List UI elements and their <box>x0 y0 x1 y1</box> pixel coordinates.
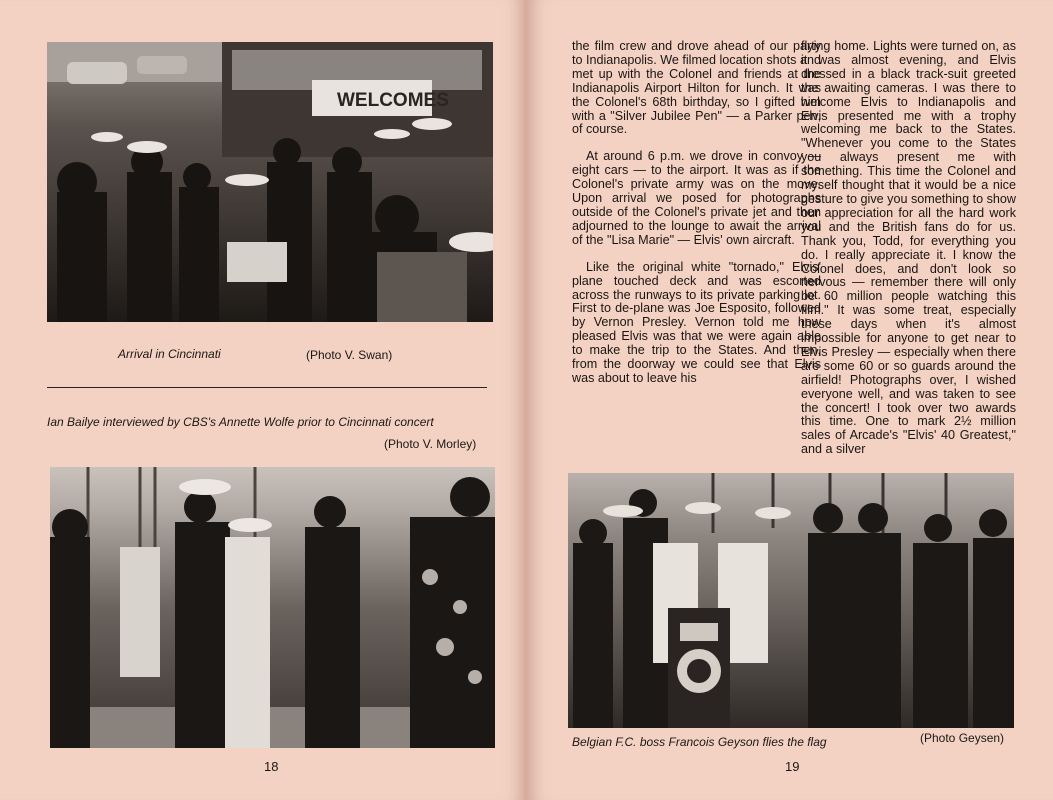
article-paragraph: the film crew and drove ahead of our party to Indianapolis. We filmed location shots and met up with the Colonel and friends at the Indianapolis Airport Hilton for lunch. It was the Colonel's 68th birthday, so I gifted him with a "Silver Jubilee Pen" — a Parker pen, of course. <box>572 39 821 137</box>
arrival-photo <box>47 42 493 322</box>
article-paragraph: Like the original white "tornado," Elvis' plane touched deck and was escorted across the runways to its private parking lot. First to de-plane was Joe Esposito, followed by Vernon Presley. Vernon told me how pleased Elvis was that we were again able to make the trip to the States. And then, from the doorway we could see that Elvis was about to leave his <box>572 259 821 385</box>
group-credit: (Photo Geysen) <box>920 731 1005 745</box>
article-paragraph: At around 6 p.m. we drove in convoy — eight cars — to the airport. It was as if the Colonel's private army was on the move. Upon arrival we posed for photographs outside of the Colonel's private jet and then adjourned to the lounge to await the arrival of the "Lisa Marie" — Elvis' own aircraft. <box>572 149 821 247</box>
article-column-left <box>572 40 821 386</box>
right-page <box>527 0 1053 800</box>
group-caption: Belgian F.C. boss Francois Geyson flies the flag <box>572 735 827 749</box>
section-divider <box>47 387 487 388</box>
arrival-credit: (Photo V. Swan) <box>306 348 393 362</box>
article-column-right <box>801 40 1016 457</box>
bus-welcome-sign: WELCOMES <box>337 90 449 111</box>
page-number-left: 18 <box>264 759 279 774</box>
left-page <box>0 0 526 800</box>
group-photo <box>568 473 1014 728</box>
article-paragraph: flying home. Lights were turned on, as it was almost evening, and Elvis dressed in a black track-suit greeted the awaiting cameras. I was there to welcome Elvis to Indianapolis and Elvis presented me with a trophy welcoming me back to the States. "Whenever you come to the States you always present me with something. This time the Colonel and myself thought that it would be a nice gesture to give you something to show our appreciation for all the hard work you and the British fans do for us. Thank you, Todd, for everything you do. I really appreciate it. I know the Colonel does, and don't look so nervous — remember there will only be 60 million people watching this film." It was some treat, especially these days when it's almost impossible for anyone to get near to Elvis Presley — especially when there are some 60 or so guards around the airfield! Photographs over, I wished everyone well, and was taken to see the concert! I took over two awards this time. One to mark 2½ million sales of Arcade's "Elvis' 40 Greatest," and a silver <box>801 39 1016 457</box>
page-number-right: 19 <box>785 759 800 774</box>
interview-credit: (Photo V. Morley) <box>384 437 477 451</box>
interview-photo <box>50 467 495 748</box>
interview-caption: Ian Bailye interviewed by CBS's Annette Wolfe prior to Cincinnati concert <box>47 415 434 429</box>
arrival-caption: Arrival in Cincinnati <box>118 347 221 361</box>
